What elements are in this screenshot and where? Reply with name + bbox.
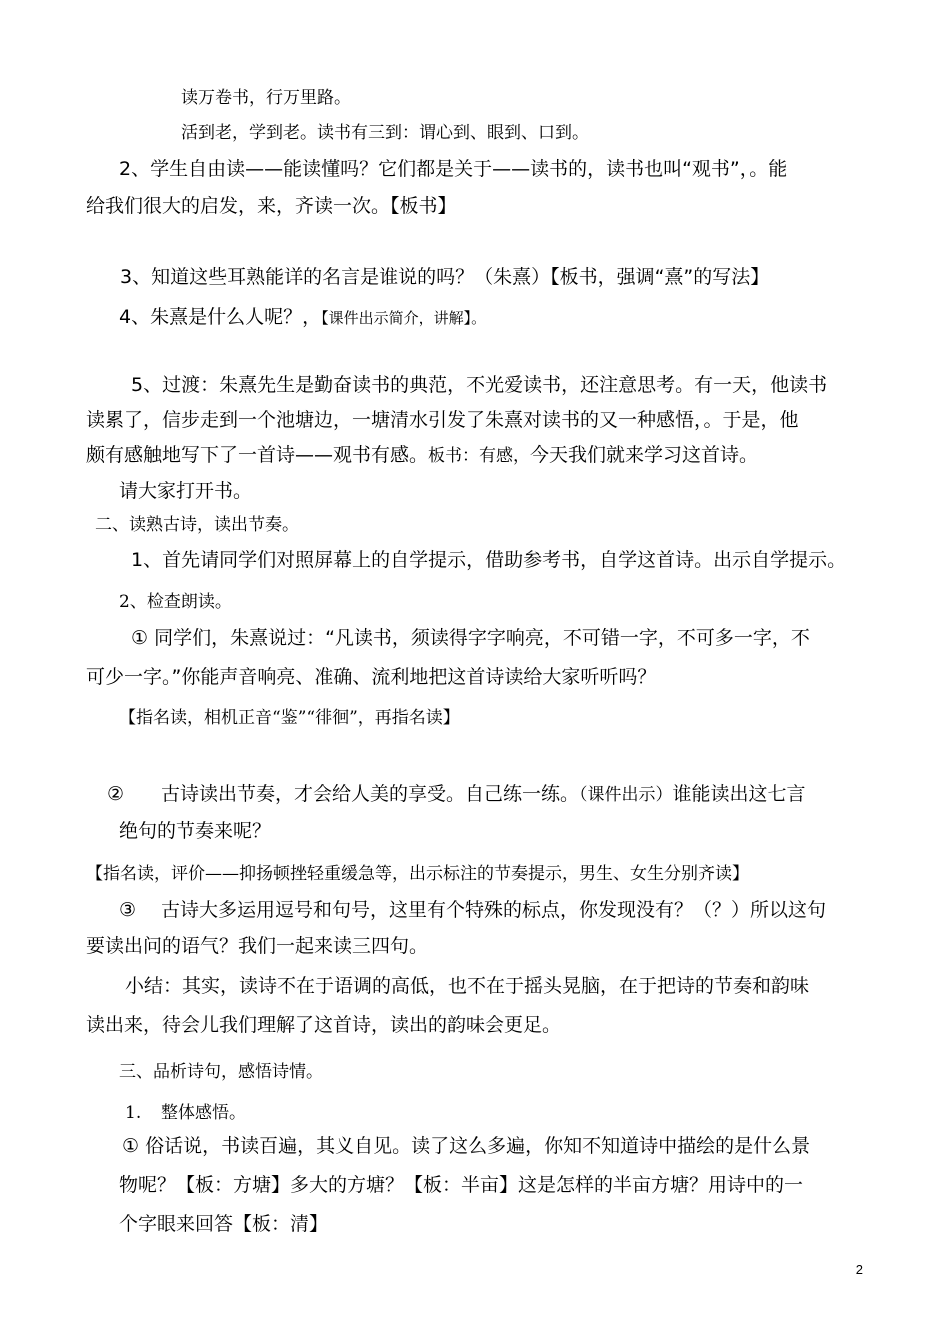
text-segment: 4、朱熹是什么人呢？， xyxy=(119,306,322,328)
text-segment: 谁能读出这七言 xyxy=(672,783,806,805)
text-line: 【指名读，相机正音“鉴”“徘徊”，再指名读】 xyxy=(119,708,460,728)
text-line: 要读出问的语气？我们一起来读三四句。 xyxy=(86,935,429,957)
text-line: 活到老，学到老。读书有三到：谓心到、眼到、口到。 xyxy=(181,123,589,143)
text-line xyxy=(119,306,486,329)
text-segment: （课件出示） xyxy=(579,785,673,805)
text-segment: 颇有感触地写下了一首诗——观书有感。 xyxy=(86,444,429,466)
section-heading: 三、品析诗句，感悟诗情。 xyxy=(119,1062,323,1082)
text-line xyxy=(86,444,758,467)
text-line: 读万卷书，行万里路。 xyxy=(181,88,351,108)
text-segment: 古诗读出节奏，才会给人美的享受。自己练一练。 xyxy=(161,783,580,805)
text-line: 【指名读，评价——抑扬顿挫轻重缓急等，出示标注的节奏提示，男生、女生分别齐读】 xyxy=(86,864,749,884)
list-number: ③ xyxy=(119,899,137,921)
text-segment: 【课件出示简介，讲解】。 xyxy=(321,309,487,327)
text-line: 可少一字。”你能声音响亮、准确、流利地把这首诗读给大家听听吗？ xyxy=(86,666,657,688)
section-heading: 二、读熟古诗，读出节奏。 xyxy=(95,515,299,535)
text-line: 3、知道这些耳熟能详的名言是谁说的吗？（朱熹）【板书，强调“熹”的写法】 xyxy=(120,266,770,288)
text-line: 个字眼来回答【板：清】 xyxy=(119,1213,329,1235)
text-line: 给我们很大的启发，来，齐读一次。【板书】 xyxy=(86,195,457,217)
text-line xyxy=(161,783,806,806)
text-line: ① 俗话说，书读百遍，其义自见。读了这么多遍，你知不知道诗中描绘的是什么景 xyxy=(122,1135,811,1157)
text-line: 物呢？【板：方塘】多大的方塘？【板：半亩】这是怎样的半亩方塘？用诗中的一 xyxy=(119,1174,804,1196)
text-line: 读累了，信步走到一个池塘边，一塘清水引发了朱熹对读书的又一种感悟，。于是，他 xyxy=(86,409,799,431)
text-segment: 今天我们就来学习这首诗。 xyxy=(530,444,759,466)
text-line: 5、过渡：朱熹先生是勤奋读书的典范，不光爱读书，还注意思考。有一天，他读书 xyxy=(131,374,828,396)
text-segment: 板书：有感， xyxy=(428,446,531,466)
text-line: 古诗大多运用逗号和句号，这里有个特殊的标点，你发现没有？（？）所以这句 xyxy=(161,899,827,921)
text-line: ① 同学们，朱熹说过：“凡读书，须读得字字响亮，不可错一字，不可多一字，不 xyxy=(131,627,810,649)
page-number: 2 xyxy=(855,1262,863,1277)
text-line: 绝句的节奏来呢？ xyxy=(119,820,272,842)
text-line: 2、检查朗读。 xyxy=(119,592,232,612)
text-line: 2、学生自由读——能读懂吗？它们都是关于——读书的，读书也叫“观书”，。能 xyxy=(119,158,788,180)
text-line: 1、首先请同学们对照屏幕上的自学提示，借助参考书，自学这首诗。出示自学提示。 xyxy=(131,549,847,571)
text-line: 读出来，待会儿我们理解了这首诗，读出的韵味会更足。 xyxy=(86,1014,562,1036)
text-line: 整体感悟。 xyxy=(161,1103,246,1123)
list-number: 1. xyxy=(125,1103,142,1123)
text-line: 小结：其实，读诗不在于语调的高低，也不在于摇头晃脑，在于把诗的节奏和韵味 xyxy=(125,975,810,997)
text-line: 请大家打开书。 xyxy=(119,480,253,502)
list-number: ② xyxy=(107,783,125,805)
